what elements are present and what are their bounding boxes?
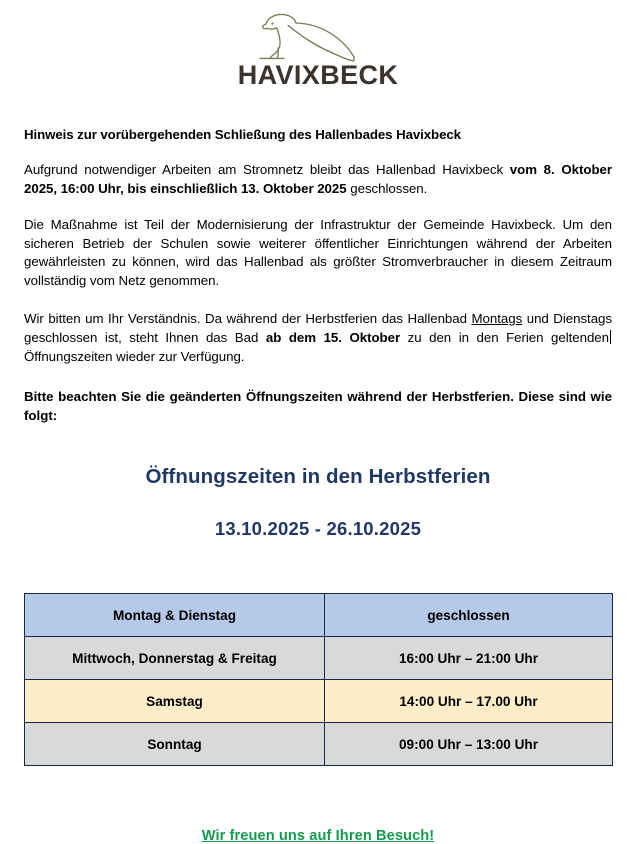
table-cell-time: geschlossen bbox=[325, 594, 613, 637]
hours-section-title: Öffnungszeiten in den Herbstferien bbox=[145, 465, 491, 489]
notice-paragraph-4: Bitte beachten Sie die geänderten Öffnungszeiten während der Herbstferien. Diese sind wie folgt: bbox=[24, 388, 612, 424]
table-cell-time: 09:00 Uhr – 13:00 Uhr bbox=[325, 723, 613, 766]
table-cell-day: Mittwoch, Donnerstag & Freitag bbox=[25, 637, 325, 680]
notice-heading: Hinweis zur vorübergehenden Schließung des Hallenbades Havixbeck bbox=[24, 127, 461, 142]
table-cell-time: 16:00 Uhr – 21:00 Uhr bbox=[325, 637, 613, 680]
footer-welcome-message: Wir freuen uns auf Ihren Besuch! bbox=[201, 828, 435, 844]
text-cursor-caret bbox=[610, 330, 611, 344]
paragraph-3-bold-date: ab dem 15. Oktober bbox=[265, 330, 401, 346]
table-row bbox=[25, 723, 613, 766]
table-row bbox=[25, 637, 613, 680]
logo-lockup bbox=[220, 4, 416, 89]
table-row bbox=[25, 680, 613, 723]
table-cell-day: Montag & Dienstag bbox=[25, 594, 325, 637]
table-cell-time: 14:00 Uhr – 17.00 Uhr bbox=[325, 680, 613, 723]
notice-paragraph-1 bbox=[24, 161, 612, 199]
hours-section-date-range: 13.10.2025 - 26.10.2025 bbox=[214, 518, 422, 540]
logo-header bbox=[0, 0, 636, 108]
table-cell-day: Sonntag bbox=[25, 723, 325, 766]
paragraph-3-underlined-montags: Montags bbox=[471, 311, 523, 327]
paragraph-1-bold-dates: vom 8. Oktober 2025, 16:00 Uhr, bis einschließlich 13. Oktober 2025 bbox=[24, 161, 612, 196]
table-row bbox=[25, 594, 613, 637]
notice-paragraph-3 bbox=[24, 310, 612, 367]
paragraph-3-text-part-2: und Dienstags geschlossen ist, steht Ihnen das Bad bbox=[24, 311, 612, 346]
logo-wordmark: HAVIXBECK bbox=[237, 60, 399, 90]
document-body bbox=[0, 126, 636, 540]
paragraph-1-text-part-2: geschlossen. bbox=[346, 180, 428, 196]
paragraph-3-text-part-1: Wir bitten um Ihr Verständnis. Da während der Herbstferien das Hallenbad bbox=[24, 311, 472, 327]
notice-paragraph-2: Die Maßnahme ist Teil der Modernisierung der Infrastruktur der Gemeinde Havixbeck. Um den sicheren Betrieb der Schulen sowie weiterer öffentlicher Einrichtungen während der Arbeiten gewährleisten zu können, wird das Hallenbad als größter Stromverbraucher in diesem Zeitraum vollständig vom Netz genommen. bbox=[24, 216, 612, 289]
opening-hours-table bbox=[24, 593, 613, 766]
schedule-table-wrapper bbox=[24, 593, 612, 766]
paragraph-3-text-part-4: Öffnungszeiten wieder zur Verfügung. bbox=[24, 348, 245, 364]
paragraph-1-text-part-1: Aufgrund notwendiger Arbeiten am Stromnetz bleibt das Hallenbad Havixbeck bbox=[24, 161, 510, 177]
table-cell-day: Samstag bbox=[25, 680, 325, 723]
paragraph-3-text-part-3: zu den in den Ferien geltenden bbox=[400, 330, 609, 346]
falcon-icon bbox=[248, 4, 388, 64]
